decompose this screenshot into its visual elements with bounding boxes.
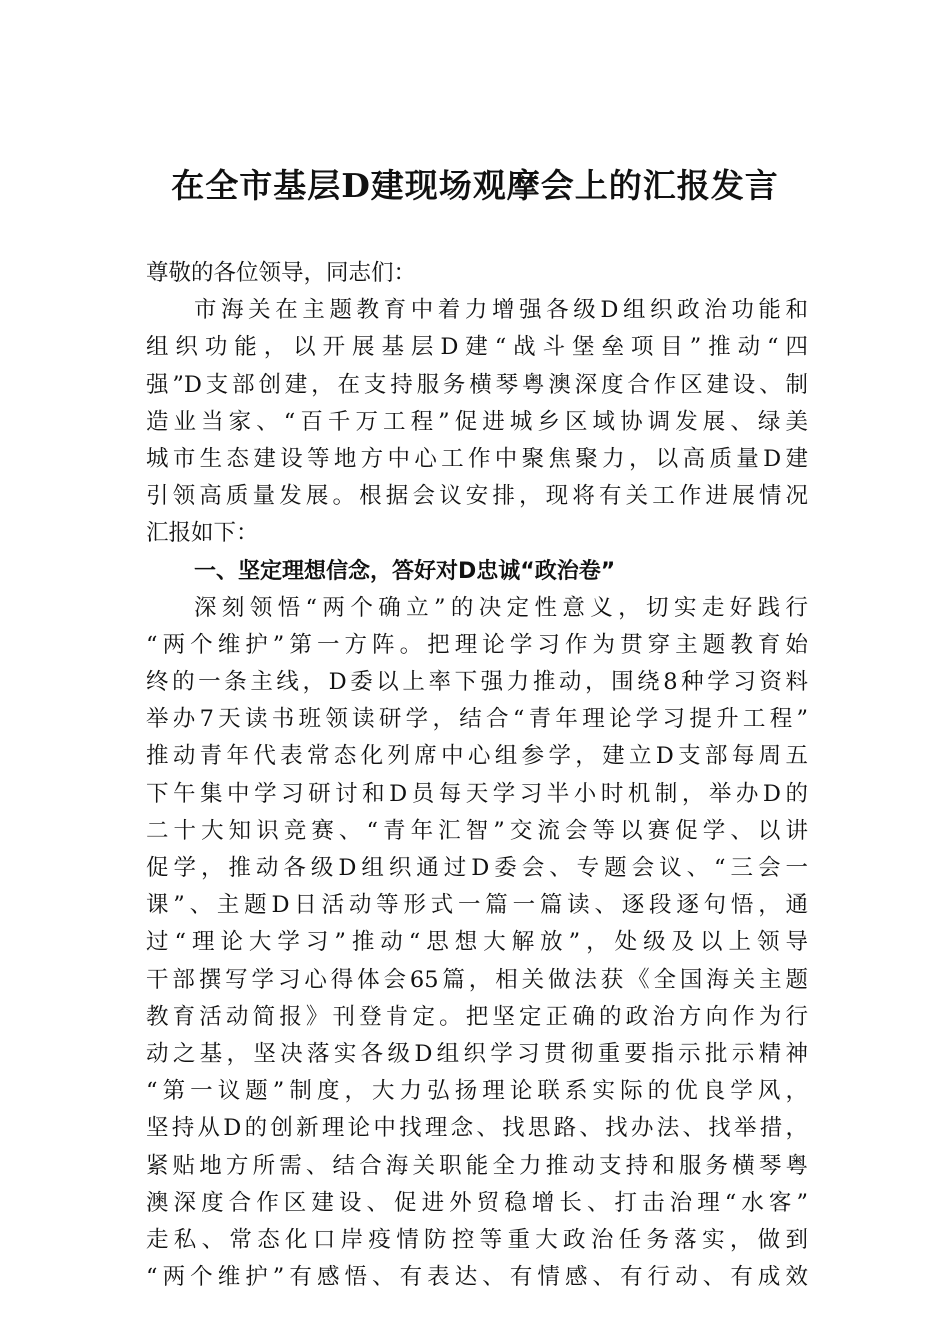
section-heading: 一、坚定理想信念，答好对D忠诚“政治卷” <box>194 558 616 584</box>
paragraph-line: 汇报如下： <box>146 520 259 547</box>
paragraph-line: 坚持从D的创新理论中找理念、找思路、找办法、找举措， <box>146 1115 808 1142</box>
paragraph-line: 深刻领悟“两个确立”的决定性意义，切实走好践行 <box>194 594 808 621</box>
paragraph-line: 组织功能，以开展基层D建“战斗堡垒项目”推动“四 <box>146 334 808 361</box>
paragraph-line: 引领高质量发展。根据会议安排，现将有关工作进展情况 <box>146 483 808 510</box>
paragraph-line: 澳深度合作区建设、促进外贸稳增长、打击治理“水客” <box>146 1189 808 1216</box>
section1-paragraph <box>146 590 808 1297</box>
paragraph-line: 干部撰写学习心得体会65篇，相关做法获《全国海关主题 <box>146 966 808 993</box>
paragraph-line: 二十大知识竞赛、“青年汇智”交流会等以赛促学、以讲 <box>146 817 808 844</box>
paragraph-line: “第一议题”制度，大力弘扬理论联系实际的优良学风， <box>146 1078 808 1105</box>
paragraph-line: “两个维护”有感悟、有表达、有情感、有行动、有成效 <box>146 1264 808 1291</box>
paragraph-line: 教育活动简报》刊登肯定。把坚定正确的政治方向作为行 <box>146 1003 808 1030</box>
paragraph-line: 动之基，坚决落实各级D组织学习贯彻重要指示批示精神 <box>146 1040 808 1067</box>
paragraph-line: 促学，推动各级D组织通过D委会、专题会议、“三会一 <box>146 855 808 881</box>
paragraph-line: “两个维护”第一方阵。把理论学习作为贯穿主题教育始 <box>146 631 808 658</box>
paragraph-line: 课”、主题D日活动等形式一篇一篇读、逐段逐句悟，通 <box>146 892 808 919</box>
paragraph-line: 终的一条主线，D委以上率下强力推动，围绕8种学习资料 <box>146 669 808 696</box>
intro-paragraph <box>146 292 808 552</box>
paragraph-line: 举办7天读书班领读研学，结合“青年理论学习提升工程” <box>146 706 808 733</box>
paragraph-line: 紧贴地方所需、结合海关职能全力推动支持和服务横琴粤 <box>146 1152 808 1179</box>
paragraph-line: 造业当家、“百千万工程”促进城乡区域协调发展、绿美 <box>146 408 808 435</box>
paragraph-line: 过“理论大学习”推动“思想大解放”，处级及以上领导 <box>146 929 808 956</box>
document-title: 在全市基层D建现场观摩会上的汇报发言 <box>171 166 779 205</box>
salutation: 尊敬的各位领导，同志们： <box>146 260 417 286</box>
paragraph-line: 走私、常态化口岸疫情防控等重大政治任务落实，做到 <box>146 1226 808 1253</box>
document-body <box>146 255 808 1296</box>
paragraph-line: 市海关在主题教育中着力增强各级D组织政治功能和 <box>194 297 808 324</box>
paragraph-line: 推动青年代表常态化列席中心组参学，建立D支部每周五 <box>146 743 808 770</box>
paragraph-line: 下午集中学习研讨和D员每天学习半小时机制，举办D的 <box>146 780 808 807</box>
paragraph-line: 强”D支部创建，在支持服务横琴粤澳深度合作区建设、制 <box>146 371 808 398</box>
paragraph-line: 城市生态建设等地方中心工作中聚焦聚力，以高质量D建 <box>146 445 808 472</box>
